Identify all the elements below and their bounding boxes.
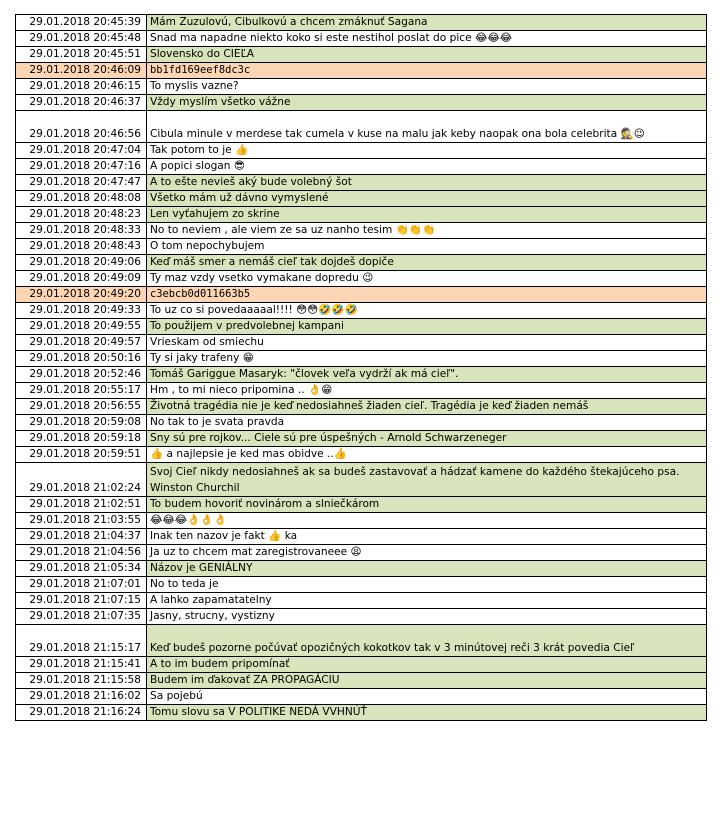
table-row — [16, 625, 707, 657]
table-row — [16, 545, 707, 561]
message-cell: To uz co si povedaaaaal!!!! 😳😳🤣🤣🤣 — [147, 303, 707, 319]
message-cell: Sny sú pre rojkov... Ciele sú pre úspešných - Arnold Schwarzeneger — [147, 431, 707, 447]
timestamp-cell: 29.01.2018 20:45:39 — [16, 15, 147, 31]
table-row — [16, 577, 707, 593]
message-cell: Všetko mám už dávno vymyslené — [147, 191, 707, 207]
message-cell: Vždy myslím všetko vážne — [147, 95, 707, 111]
message-cell: Životná tragédia nie je keď nedosiahneš žiaden cieľ. Tragédia je keď žiaden nemáš — [147, 399, 707, 415]
message-cell: Ja uz to chcem mat zaregistrovaneee 😫 — [147, 545, 707, 561]
timestamp-cell: 29.01.2018 21:05:34 — [16, 561, 147, 577]
table-row — [16, 79, 707, 95]
timestamp-cell: 29.01.2018 20:59:08 — [16, 415, 147, 431]
message-cell: O tom nepochybujem — [147, 239, 707, 255]
timestamp-cell: 29.01.2018 20:49:06 — [16, 255, 147, 271]
timestamp-cell: 29.01.2018 20:56:55 — [16, 399, 147, 415]
timestamp-cell: 29.01.2018 20:59:18 — [16, 431, 147, 447]
hash-cell: bb1fd169eef8dc3c — [147, 63, 707, 79]
message-cell: Keď máš smer a nemáš cieľ tak dojdeš dopiče — [147, 255, 707, 271]
timestamp-cell: 29.01.2018 21:15:17 — [16, 625, 147, 657]
table-row — [16, 673, 707, 689]
message-cell: Snad ma napadne niekto koko si este nestihol poslat do pice 😂😂😂 — [147, 31, 707, 47]
timestamp-cell: 29.01.2018 21:04:56 — [16, 545, 147, 561]
timestamp-cell: 29.01.2018 20:49:20 — [16, 287, 147, 303]
table-row — [16, 207, 707, 223]
message-cell: 👍 a najlepsie je ked mas obidve ..👍 — [147, 447, 707, 463]
timestamp-cell: 29.01.2018 21:03:55 — [16, 513, 147, 529]
table-row — [16, 447, 707, 463]
timestamp-cell: 29.01.2018 20:48:43 — [16, 239, 147, 255]
table-row — [16, 159, 707, 175]
timestamp-cell: 29.01.2018 20:45:48 — [16, 31, 147, 47]
timestamp-cell: 29.01.2018 20:49:09 — [16, 271, 147, 287]
timestamp-cell: 29.01.2018 21:15:58 — [16, 673, 147, 689]
message-cell: Len vyťahujem zo skrine — [147, 207, 707, 223]
timestamp-cell: 29.01.2018 21:07:35 — [16, 609, 147, 625]
message-cell: No to neviem , ale viem ze sa uz nanho tesim 👏👏👏 — [147, 223, 707, 239]
timestamp-cell: 29.01.2018 21:04:37 — [16, 529, 147, 545]
timestamp-cell: 29.01.2018 21:02:51 — [16, 497, 147, 513]
table-row — [16, 271, 707, 287]
message-cell: Hm , to mi nieco pripomina .. 👌😁 — [147, 383, 707, 399]
table-row — [16, 15, 707, 31]
hash-cell: c3ebcb0d011663b5 — [147, 287, 707, 303]
table-row — [16, 463, 707, 497]
timestamp-cell: 29.01.2018 20:46:15 — [16, 79, 147, 95]
chat-log-table — [15, 14, 707, 721]
table-row — [16, 143, 707, 159]
message-cell: Mám Zuzulovú, Cibulkovú a chcem zmáknuť Sagana — [147, 15, 707, 31]
table-row — [16, 31, 707, 47]
table-row — [16, 287, 707, 303]
table-row — [16, 689, 707, 705]
table-row — [16, 111, 707, 143]
timestamp-cell: 29.01.2018 20:46:56 — [16, 111, 147, 143]
chat-log-body — [16, 15, 707, 721]
message-cell: Vrieskam od smiechu — [147, 335, 707, 351]
message-cell: Budem im ďakovať ZA PROPAGÁCIU — [147, 673, 707, 689]
message-cell: A popici slogan 😎 — [147, 159, 707, 175]
message-cell: Keď budeš pozorne počúvať opozičných kokotkov tak v 3 minútovej reči 3 krát povedia Cieľ — [147, 625, 707, 657]
timestamp-cell: 29.01.2018 21:07:15 — [16, 593, 147, 609]
message-cell: Inak ten nazov je fakt 👍 ka — [147, 529, 707, 545]
timestamp-cell: 29.01.2018 20:47:04 — [16, 143, 147, 159]
timestamp-cell: 29.01.2018 20:46:37 — [16, 95, 147, 111]
table-row — [16, 705, 707, 721]
timestamp-cell: 29.01.2018 21:16:02 — [16, 689, 147, 705]
table-row — [16, 657, 707, 673]
message-cell: A to im budem pripomínať — [147, 657, 707, 673]
message-cell: A to ešte nevieš aký bude volebný šot — [147, 175, 707, 191]
timestamp-cell: 29.01.2018 21:02:24 — [16, 463, 147, 497]
message-cell: Slovensko do CIEĽA — [147, 47, 707, 63]
table-row — [16, 367, 707, 383]
message-cell: Tomu slovu sa V POLITIKE NEDÁ VVHNÚŤ — [147, 705, 707, 721]
table-row — [16, 191, 707, 207]
message-cell: Tomáš Gariggue Masaryk: "človek veľa vydrží ak má cieľ". — [147, 367, 707, 383]
timestamp-cell: 29.01.2018 20:47:47 — [16, 175, 147, 191]
table-row — [16, 95, 707, 111]
message-cell: No to teda je — [147, 577, 707, 593]
table-row — [16, 561, 707, 577]
table-row — [16, 303, 707, 319]
timestamp-cell: 29.01.2018 20:48:08 — [16, 191, 147, 207]
table-row — [16, 609, 707, 625]
table-row — [16, 513, 707, 529]
timestamp-cell: 29.01.2018 21:16:24 — [16, 705, 147, 721]
table-row — [16, 497, 707, 513]
message-cell: Ty si jaky trafeny 😁 — [147, 351, 707, 367]
timestamp-cell: 29.01.2018 21:07:01 — [16, 577, 147, 593]
timestamp-cell: 29.01.2018 20:48:23 — [16, 207, 147, 223]
timestamp-cell: 29.01.2018 20:49:55 — [16, 319, 147, 335]
table-row — [16, 415, 707, 431]
timestamp-cell: 29.01.2018 20:50:16 — [16, 351, 147, 367]
message-cell: Svoj Cieľ nikdy nedosiahneš ak sa budeš zastavovať a hádzať kamene do každého štekajúceho psa. Winston Churchil — [147, 463, 707, 497]
table-row — [16, 529, 707, 545]
table-row — [16, 351, 707, 367]
message-cell: Cibula minule v merdese tak cumela v kuse na malu jak keby naopak ona bola celebrita 🕵😉 — [147, 111, 707, 143]
timestamp-cell: 29.01.2018 20:52:46 — [16, 367, 147, 383]
timestamp-cell: 29.01.2018 20:48:33 — [16, 223, 147, 239]
table-row — [16, 175, 707, 191]
message-cell: No tak to je svata pravda — [147, 415, 707, 431]
timestamp-cell: 29.01.2018 20:47:16 — [16, 159, 147, 175]
table-row — [16, 63, 707, 79]
timestamp-cell: 29.01.2018 20:59:51 — [16, 447, 147, 463]
message-cell: To použijem v predvolebnej kampani — [147, 319, 707, 335]
table-row — [16, 223, 707, 239]
table-row — [16, 383, 707, 399]
message-cell: Sa pojebú — [147, 689, 707, 705]
table-row — [16, 593, 707, 609]
message-cell: To budem hovoriť novinárom a slniečkárom — [147, 497, 707, 513]
message-cell: A lahko zapamatatelny — [147, 593, 707, 609]
timestamp-cell: 29.01.2018 20:46:09 — [16, 63, 147, 79]
table-row — [16, 255, 707, 271]
message-cell: 😂😂😂👌👌👌 — [147, 513, 707, 529]
timestamp-cell: 29.01.2018 21:15:41 — [16, 657, 147, 673]
table-row — [16, 47, 707, 63]
table-row — [16, 399, 707, 415]
table-row — [16, 431, 707, 447]
timestamp-cell: 29.01.2018 20:55:17 — [16, 383, 147, 399]
message-cell: Jasny, strucny, vystizny — [147, 609, 707, 625]
table-row — [16, 335, 707, 351]
timestamp-cell: 29.01.2018 20:49:57 — [16, 335, 147, 351]
message-cell: Názov je GENIÁLNY — [147, 561, 707, 577]
table-row — [16, 319, 707, 335]
timestamp-cell: 29.01.2018 20:49:33 — [16, 303, 147, 319]
message-cell: Ty maz vzdy vsetko vymakane dopredu 😉 — [147, 271, 707, 287]
table-row — [16, 239, 707, 255]
timestamp-cell: 29.01.2018 20:45:51 — [16, 47, 147, 63]
message-cell: To myslis vazne? — [147, 79, 707, 95]
message-cell: Tak potom to je 👍 — [147, 143, 707, 159]
